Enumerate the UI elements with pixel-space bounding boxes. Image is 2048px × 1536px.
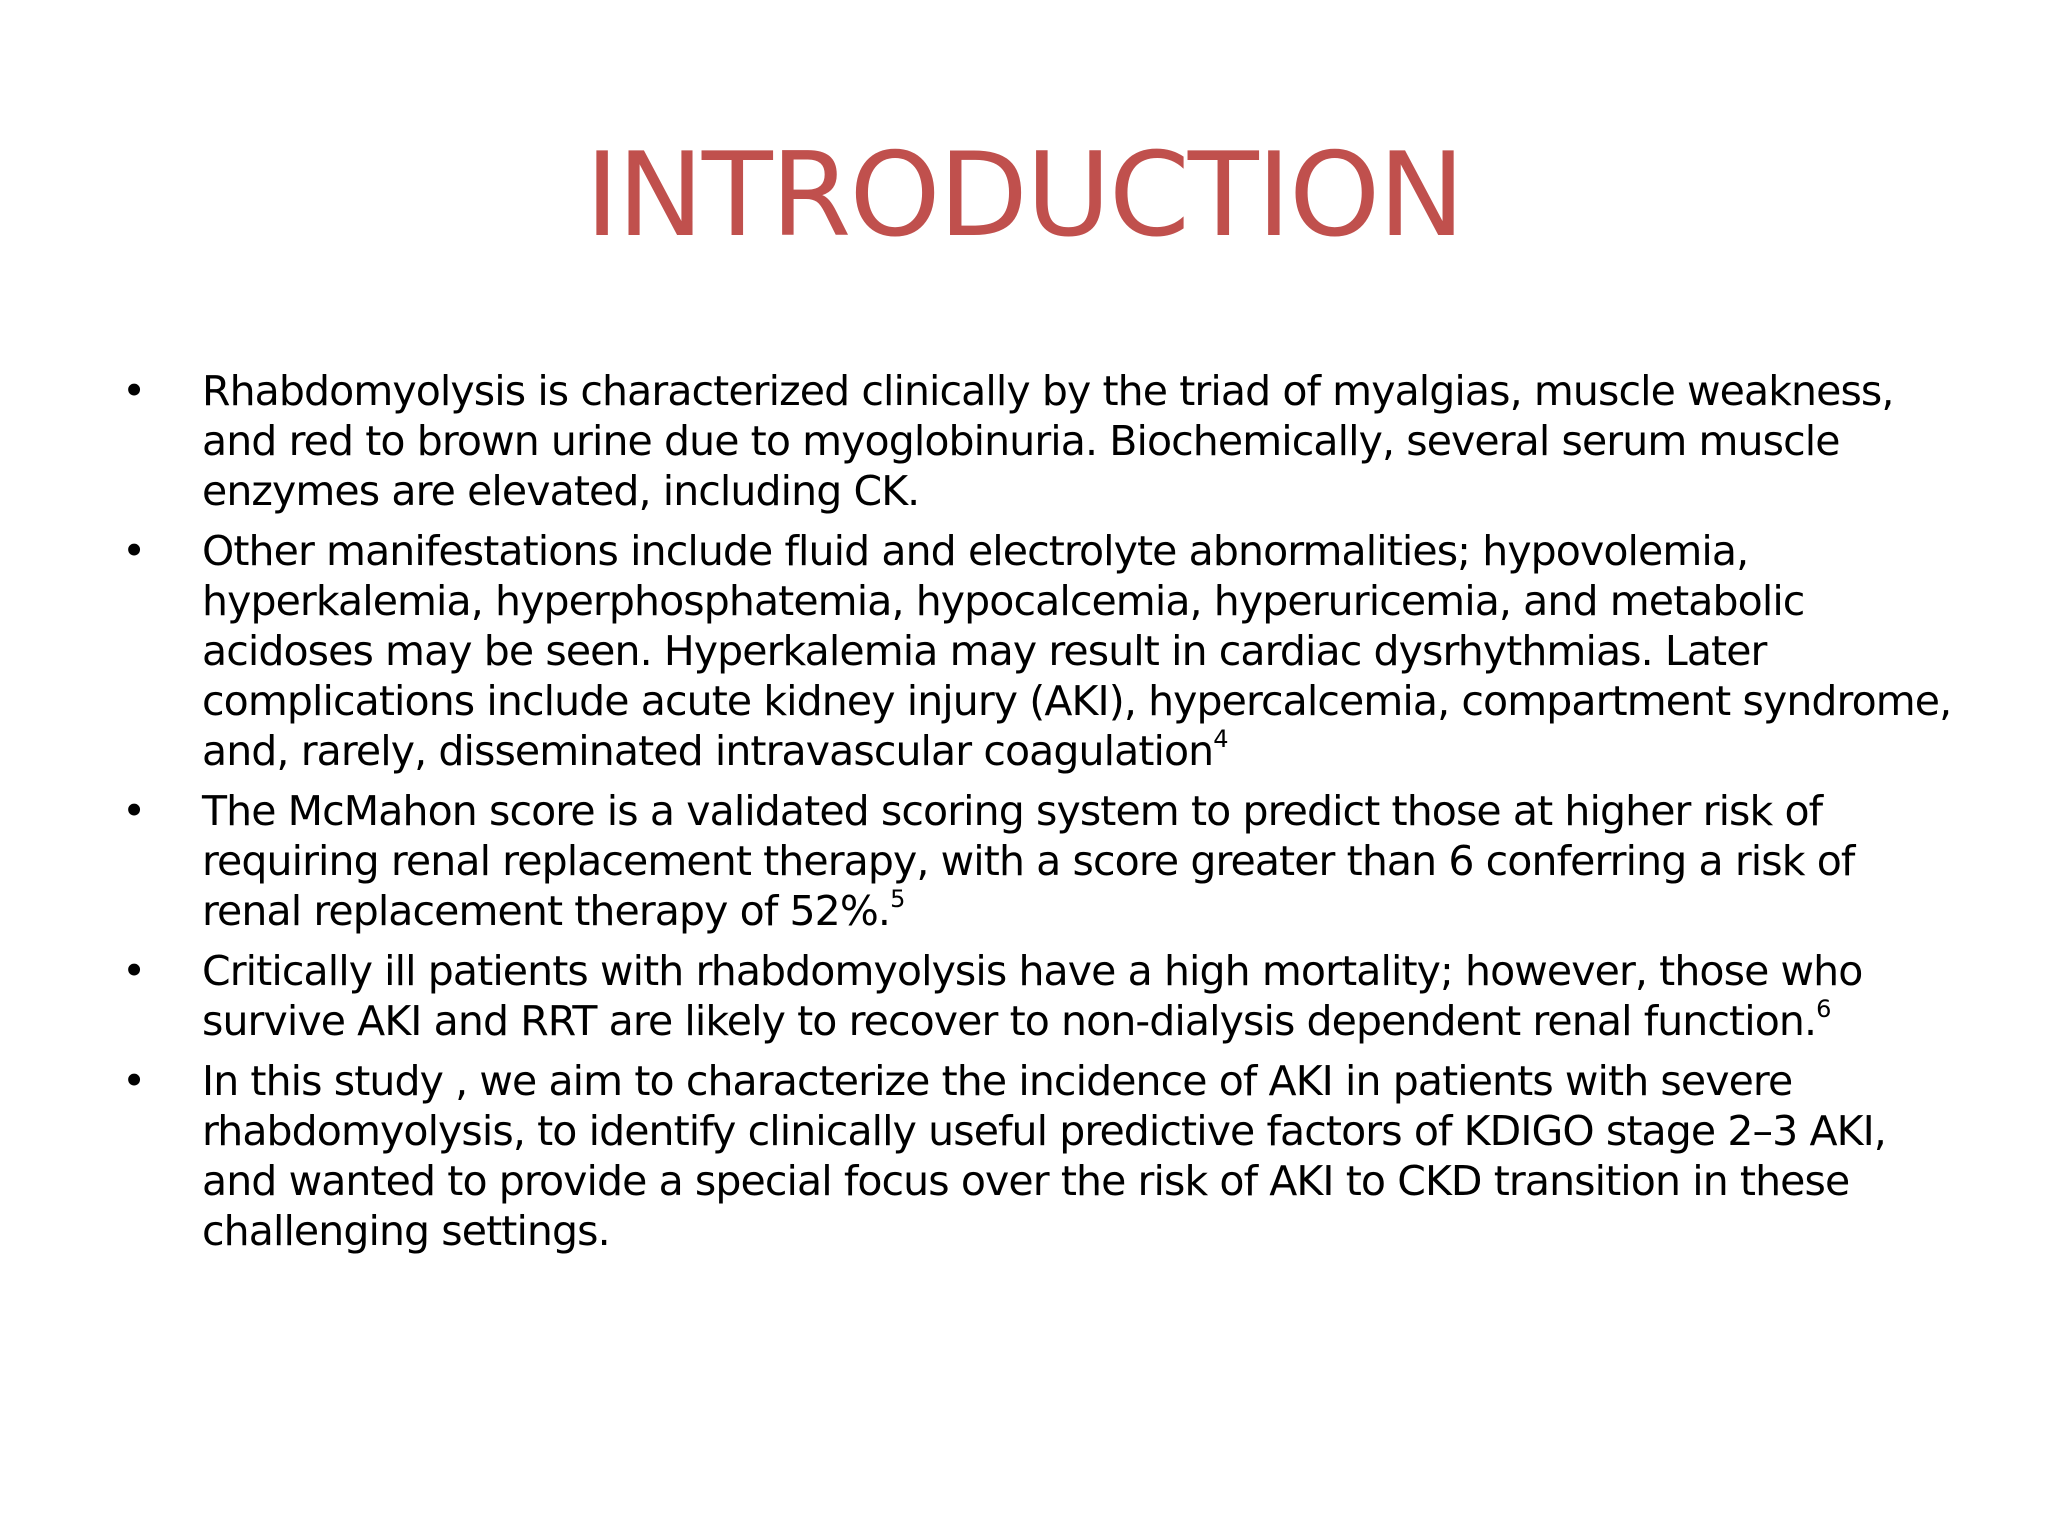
bullet-marker: • xyxy=(122,1057,146,1105)
citation-superscript: 5 xyxy=(890,885,905,913)
bullet-text xyxy=(202,367,1894,515)
bullet-marker: • xyxy=(122,367,146,415)
bullet-text xyxy=(202,527,1951,775)
bullet-text-body: In this study , we aim to characterize the incidence of AKI in patients with severe rhabdomyolysis, to identify clinically useful predictive factors of KDIGO stage 2–3 AKI, and wanted to provide a special focus over the risk of AKI to CKD transition in these challenging settings. xyxy=(202,1057,1886,1255)
bullet-marker: • xyxy=(122,787,146,835)
bullet-text-body: Rhabdomyolysis is characterized clinically by the triad of myalgias, muscle weakness, and red to brown urine due to myoglobinuria. Biochemically, several serum muscle enzymes are elevated, including CK. xyxy=(202,367,1894,515)
bullet-marker: • xyxy=(122,947,146,995)
bullet-item xyxy=(122,946,1952,1046)
bullet-text xyxy=(202,947,1862,1045)
bullet-text xyxy=(202,787,1854,935)
bullet-text-body: The McMahon score is a validated scoring system to predict those at higher risk of requiring renal replacement therapy, with a score greater than 6 conferring a risk of renal replacement therapy of 52%. xyxy=(202,787,1855,935)
bullet-text xyxy=(202,1057,1886,1255)
bullet-marker: • xyxy=(122,527,146,575)
citation-superscript: 4 xyxy=(1213,725,1228,753)
bullet-text-body: Other manifestations include fluid and electrolyte abnormalities; hypovolemia, hyperkalemia, hyperphosphatemia, hypocalcemia, hyperuricemia, and metabolic acidoses may be seen. Hyperkalemia may result in cardiac dysrhythmias. Later complications include acute kidney injury (AKI), hypercalcemia, compartment syndrome, and, rarely, disseminated intravascular coagulation xyxy=(202,527,1952,775)
citation-superscript: 6 xyxy=(1816,995,1831,1023)
bullet-item xyxy=(122,366,1952,516)
bullet-item xyxy=(122,786,1952,936)
slide-title: INTRODUCTION xyxy=(584,128,1464,263)
bullet-item xyxy=(122,1056,1952,1256)
bullet-list xyxy=(122,366,1952,1266)
bullet-text-body: Critically ill patients with rhabdomyolysis have a high mortality; however, those who survive AKI and RRT are likely to recover to non-dialysis dependent renal function. xyxy=(202,947,1863,1045)
bullet-item xyxy=(122,526,1952,776)
